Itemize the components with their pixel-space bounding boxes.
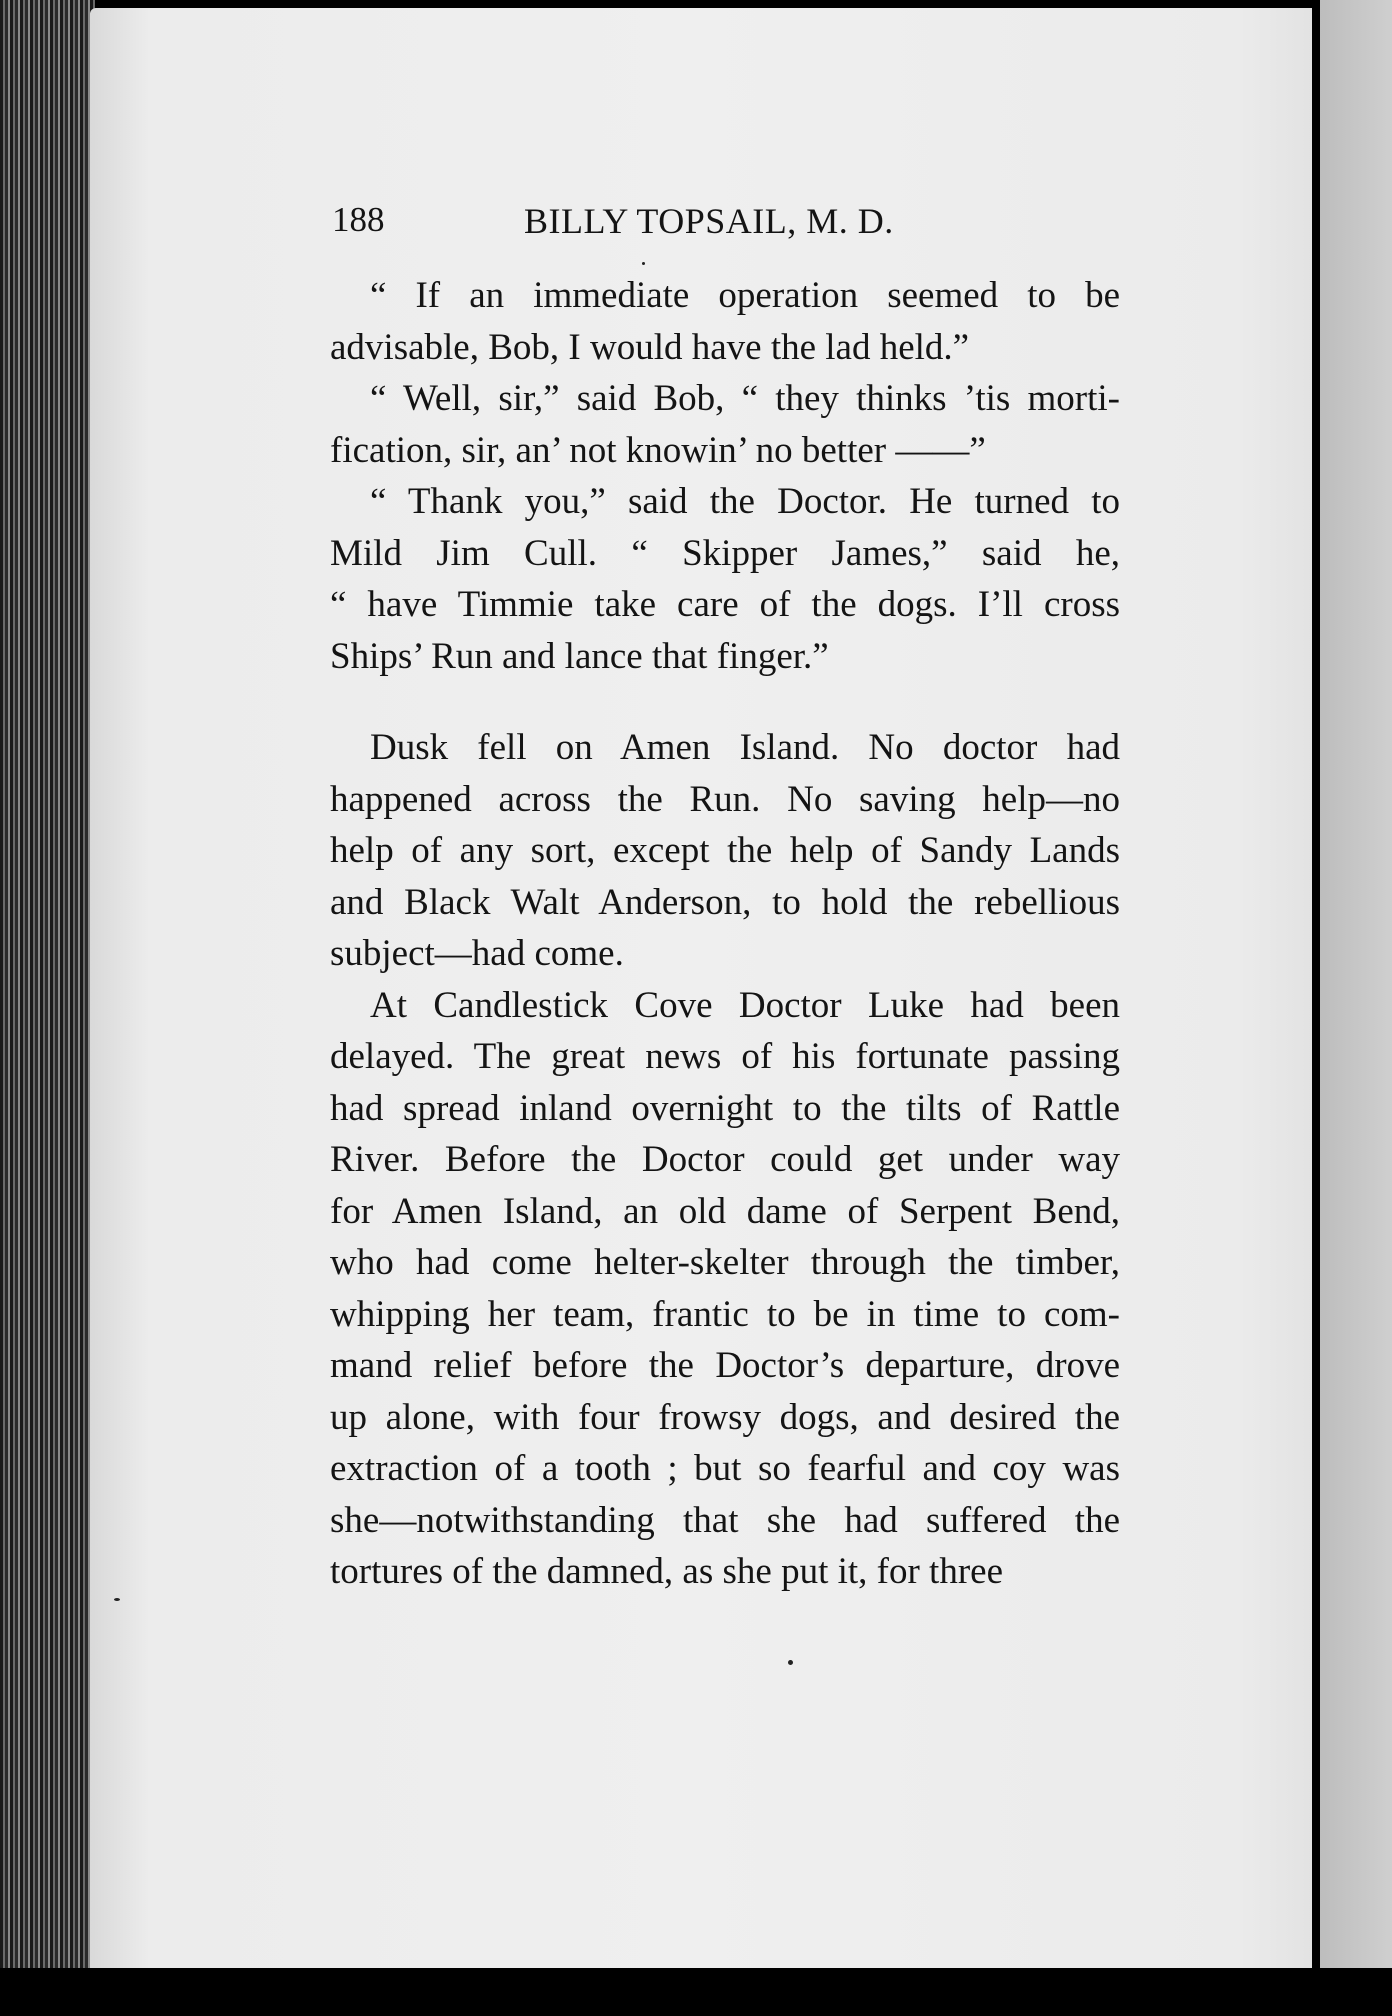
text-line: she—notwithstanding that she had suffered the <box>330 1499 1120 1541</box>
paragraph <box>330 980 1120 1598</box>
text-line: “ Well, sir,” said Bob, “ they thinks ’tis morti- <box>370 378 1120 419</box>
text-line: extraction of a tooth ; but so fearful and coy was <box>330 1448 1120 1489</box>
text-line: “ If an immediate operation seemed to be <box>370 275 1120 316</box>
adjacent-page-edge <box>1320 0 1392 2016</box>
text-line: had spread inland overnight to the tilts of Rattle <box>330 1087 1120 1129</box>
running-head <box>332 200 992 250</box>
text-line: who had come helter-skelter through the timber, <box>330 1242 1120 1283</box>
paragraph <box>330 270 1120 373</box>
text-line: and Black Walt Anderson, to hold the rebellious <box>330 881 1120 923</box>
paragraph <box>330 476 1120 682</box>
text-line: up alone, with four frowsy dogs, and desired the <box>330 1396 1120 1438</box>
page-number: 188 <box>332 200 385 239</box>
body-text <box>330 270 1120 1598</box>
text-line: advisable, Bob, I would have the lad held.” <box>330 326 970 368</box>
ink-speck <box>788 1660 793 1665</box>
text-line: “ Thank you,” said the Doctor. He turned to <box>370 481 1120 522</box>
ink-speck <box>642 262 645 265</box>
paragraph <box>330 373 1120 476</box>
text-line: tortures of the damned, as she put it, for three <box>330 1551 1003 1592</box>
section-break <box>330 682 1120 722</box>
ink-speck <box>114 1598 120 1601</box>
page-gutter <box>1312 0 1320 2016</box>
text-line: Mild Jim Cull. “ Skipper James,” said he, <box>330 532 1120 574</box>
text-line: subject—had come. <box>330 933 624 974</box>
text-line: fication, sir, an’ not knowin’ no better ——” <box>330 429 986 471</box>
text-line: “ have Timmie take care of the dogs. I’ll cross <box>330 584 1120 625</box>
text-line: At Candlestick Cove Doctor Luke had been <box>370 984 1120 1026</box>
text-line: Ships’ Run and lance that finger.” <box>330 635 829 677</box>
book-page-edges <box>0 0 95 2016</box>
text-line: mand relief before the Doctor’s departure, drove <box>330 1345 1120 1386</box>
text-line: whipping her team, frantic to be in time to com- <box>330 1293 1120 1335</box>
text-line: for Amen Island, an old dame of Serpent Bend, <box>330 1190 1120 1232</box>
scan-bottom-border <box>0 1968 1392 2016</box>
text-line: help of any sort, except the help of Sandy Lands <box>330 830 1120 871</box>
text-line: delayed. The great news of his fortunate passing <box>330 1036 1120 1077</box>
text-line: happened across the Run. No saving help—no <box>330 778 1120 820</box>
text-line: Dusk fell on Amen Island. No doctor had <box>370 727 1120 768</box>
paragraph <box>330 722 1120 980</box>
text-line: River. Before the Doctor could get under way <box>330 1139 1120 1180</box>
running-title: BILLY TOPSAIL, M. D. <box>524 201 894 241</box>
